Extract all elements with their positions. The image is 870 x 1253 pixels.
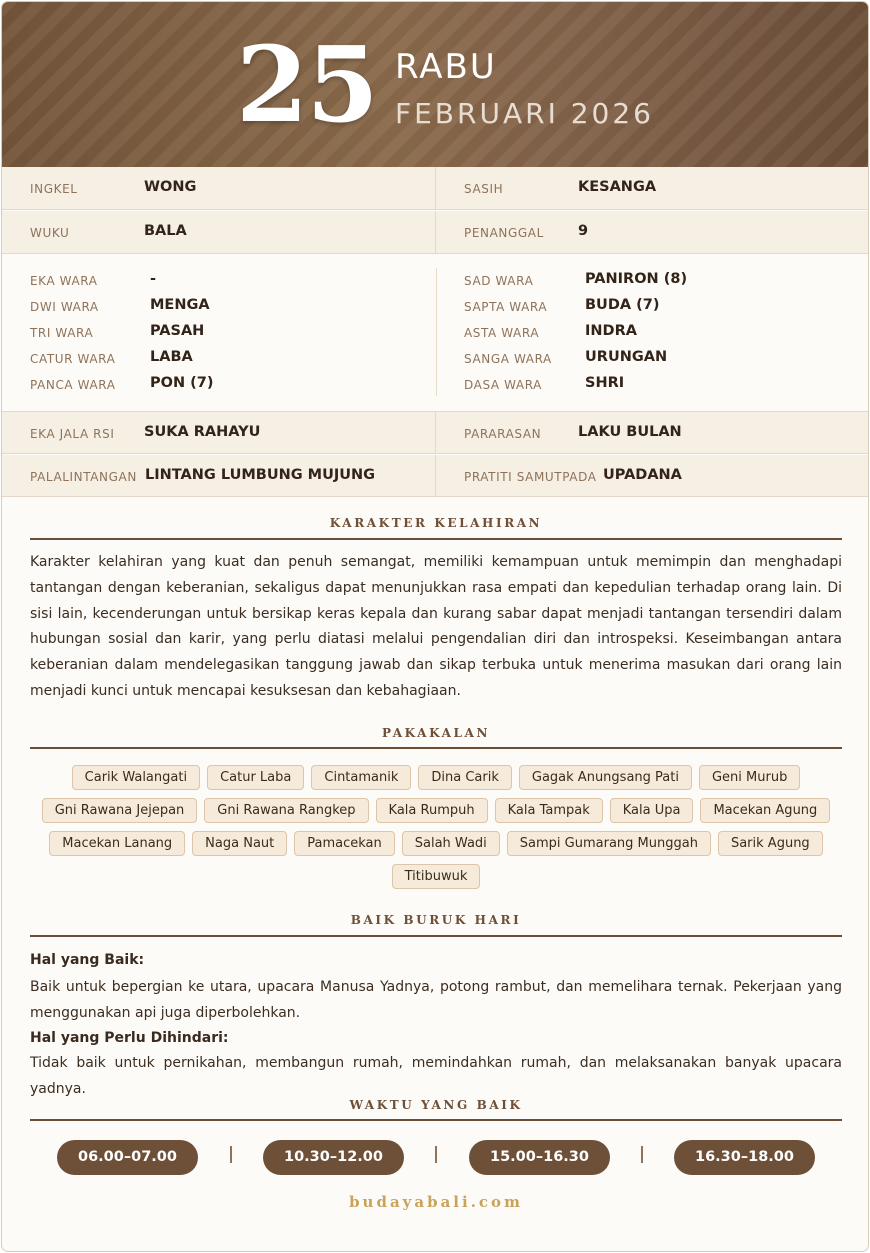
info-cell xyxy=(436,211,869,253)
info-value: WONG xyxy=(144,179,197,195)
section-divider xyxy=(30,747,842,749)
pakakalan-chip: Gagak Anungsang Pati xyxy=(519,765,692,790)
wara-value: URUNGAN xyxy=(585,349,668,365)
info-value: 9 xyxy=(578,223,589,239)
pakakalan-chip: Geni Murub xyxy=(699,765,800,790)
info-cell xyxy=(2,455,436,496)
wara-value: - xyxy=(150,271,157,287)
info-label: SASIH xyxy=(464,182,504,196)
pakakalan-chip: Cintamanik xyxy=(311,765,411,790)
pakakalan-chip: Gni Rawana Jejepan xyxy=(42,798,198,823)
section-divider xyxy=(30,538,842,540)
info-cell xyxy=(436,412,869,453)
info-cell xyxy=(2,412,436,453)
info-label: PARARASAN xyxy=(464,427,542,441)
info-label: INGKEL xyxy=(30,182,78,196)
wara-label: DWI WARA xyxy=(30,300,99,314)
info-value: KESANGA xyxy=(578,179,657,195)
info-row-ekajala-pararasan xyxy=(2,412,869,454)
info-value: UPADANA xyxy=(603,467,682,483)
pakakalan-chip: Sampi Gumarang Munggah xyxy=(507,831,711,856)
divider xyxy=(436,268,437,396)
avoid-heading: Hal yang Perlu Dihindari: xyxy=(30,1030,229,1046)
good-text: Baik untuk bepergian ke utara, upacara Manusa Yadnya, potong rambut, dan memelihara ternak. Pekerjaan yang menggunakan api juga diperbolehkan. xyxy=(30,979,842,1021)
wara-label: TRI WARA xyxy=(30,326,94,340)
pakakalan-list xyxy=(30,765,842,889)
info-value: BALA xyxy=(144,223,187,239)
info-label: PALALINTANGAN xyxy=(30,470,137,484)
avoid-text: Tidak baik untuk pernikahan, membangun rumah, memindahkan rumah, dan melaksanakan banyak upacara yadnya. xyxy=(30,1055,842,1097)
pakakalan-chip: Sarik Agung xyxy=(718,831,823,856)
footer-website: budayabali.com xyxy=(349,1193,523,1211)
wara-value: PON (7) xyxy=(150,375,214,391)
info-label: PRATITI SAMUTPADA xyxy=(464,470,597,484)
wara-label: SAPTA WARA xyxy=(464,300,548,314)
pakakalan-chip: Kala Tampak xyxy=(495,798,603,823)
time-slot-pill: 15.00–16.30 xyxy=(469,1140,610,1175)
pakakalan-chip: Catur Laba xyxy=(207,765,304,790)
wara-table xyxy=(2,254,869,412)
info-label: WUKU xyxy=(30,226,70,240)
section-title-karakter: KARAKTER KELAHIRAN xyxy=(329,516,543,530)
slot-separator xyxy=(435,1146,437,1163)
pakakalan-chip: Gni Rawana Rangkep xyxy=(204,798,368,823)
info-cell xyxy=(436,455,869,496)
section-divider xyxy=(30,1119,842,1121)
section-title-baik-buruk: BAIK BURUK HARI xyxy=(350,913,522,927)
section-divider xyxy=(30,935,842,937)
pakakalan-chip: Salah Wadi xyxy=(402,831,500,856)
pakakalan-chip: Kala Upa xyxy=(610,798,694,823)
wara-value: SHRI xyxy=(585,375,625,391)
date-header xyxy=(2,2,869,167)
info-cell xyxy=(436,167,869,209)
wara-value: MENGA xyxy=(150,297,210,313)
day-name: RABU xyxy=(395,47,497,87)
wara-label: SAD WARA xyxy=(464,274,534,288)
info-cell xyxy=(2,211,436,253)
karakter-text: Karakter kelahiran yang kuat dan penuh semangat, memiliki kemampuan untuk memimpin dan menghadapi tantangan dengan keberanian, sekaligus dapat menunjukkan rasa empati dan kepedulian terhadap orang lain. Di sisi lain, kecenderungan untuk bersikap keras kepala dan kurang sabar dapat menjadi tantangan tersendiri dalam hubungan sosial dan karir, yang perlu diatasi melalui pengendalian diri dan introspeksi. Keseimbangan antara keberanian dalam mendelegasikan tanggung jawab dan sikap terbuka untuk menerima masukan dari orang lain menjadi kunci untuk mencapai kesuksesan dan kebahagiaan. xyxy=(30,554,842,699)
wara-value: PANIRON (8) xyxy=(585,271,688,287)
info-row-wuku-penanggal xyxy=(2,211,869,254)
time-slot-pill: 06.00–07.00 xyxy=(57,1140,198,1175)
pakakalan-chip: Macekan Lanang xyxy=(49,831,185,856)
pakakalan-chip: Naga Naut xyxy=(192,831,287,856)
time-slot-pill: 10.30–12.00 xyxy=(263,1140,404,1175)
wara-value: LABA xyxy=(150,349,193,365)
pakakalan-chip: Pamacekan xyxy=(294,831,395,856)
wara-value: BUDA (7) xyxy=(585,297,660,313)
info-label: PENANGGAL xyxy=(464,226,544,240)
wara-label: ASTA WARA xyxy=(464,326,540,340)
info-cell xyxy=(2,167,436,209)
day-number: 25 xyxy=(236,23,377,146)
slot-separator xyxy=(641,1146,643,1163)
info-value: SUKA RAHAYU xyxy=(144,424,261,440)
wara-value: PASAH xyxy=(150,323,205,339)
pakakalan-chip: Kala Rumpuh xyxy=(376,798,488,823)
info-value: LINTANG LUMBUNG MUJUNG xyxy=(145,467,376,483)
section-title-pakakalan: PAKAKALAN xyxy=(381,726,491,740)
pakakalan-chip: Macekan Agung xyxy=(700,798,830,823)
calendar-card xyxy=(1,1,869,1252)
month-year: FEBRUARI 2026 xyxy=(395,97,654,130)
wara-label: DASA WARA xyxy=(464,378,542,392)
info-row-ingkel-sasih xyxy=(2,167,869,210)
time-slot-pill: 16.30–18.00 xyxy=(674,1140,815,1175)
pakakalan-chip: Dina Carik xyxy=(418,765,512,790)
wara-label: CATUR WARA xyxy=(30,352,116,366)
wara-value: INDRA xyxy=(585,323,637,339)
wara-label: PANCA WARA xyxy=(30,378,116,392)
pakakalan-chip: Carik Walangati xyxy=(72,765,200,790)
section-title-waktu: WAKTU YANG BAIK xyxy=(349,1098,523,1112)
info-row-palalintangan-pratiti xyxy=(2,455,869,497)
wara-label: SANGA WARA xyxy=(464,352,552,366)
pakakalan-chip: Titibuwuk xyxy=(392,864,481,889)
info-label: EKA JALA RSI xyxy=(30,427,115,441)
good-heading: Hal yang Baik: xyxy=(30,952,145,968)
slot-separator xyxy=(230,1146,232,1163)
info-value: LAKU BULAN xyxy=(578,424,682,440)
wara-label: EKA WARA xyxy=(30,274,98,288)
